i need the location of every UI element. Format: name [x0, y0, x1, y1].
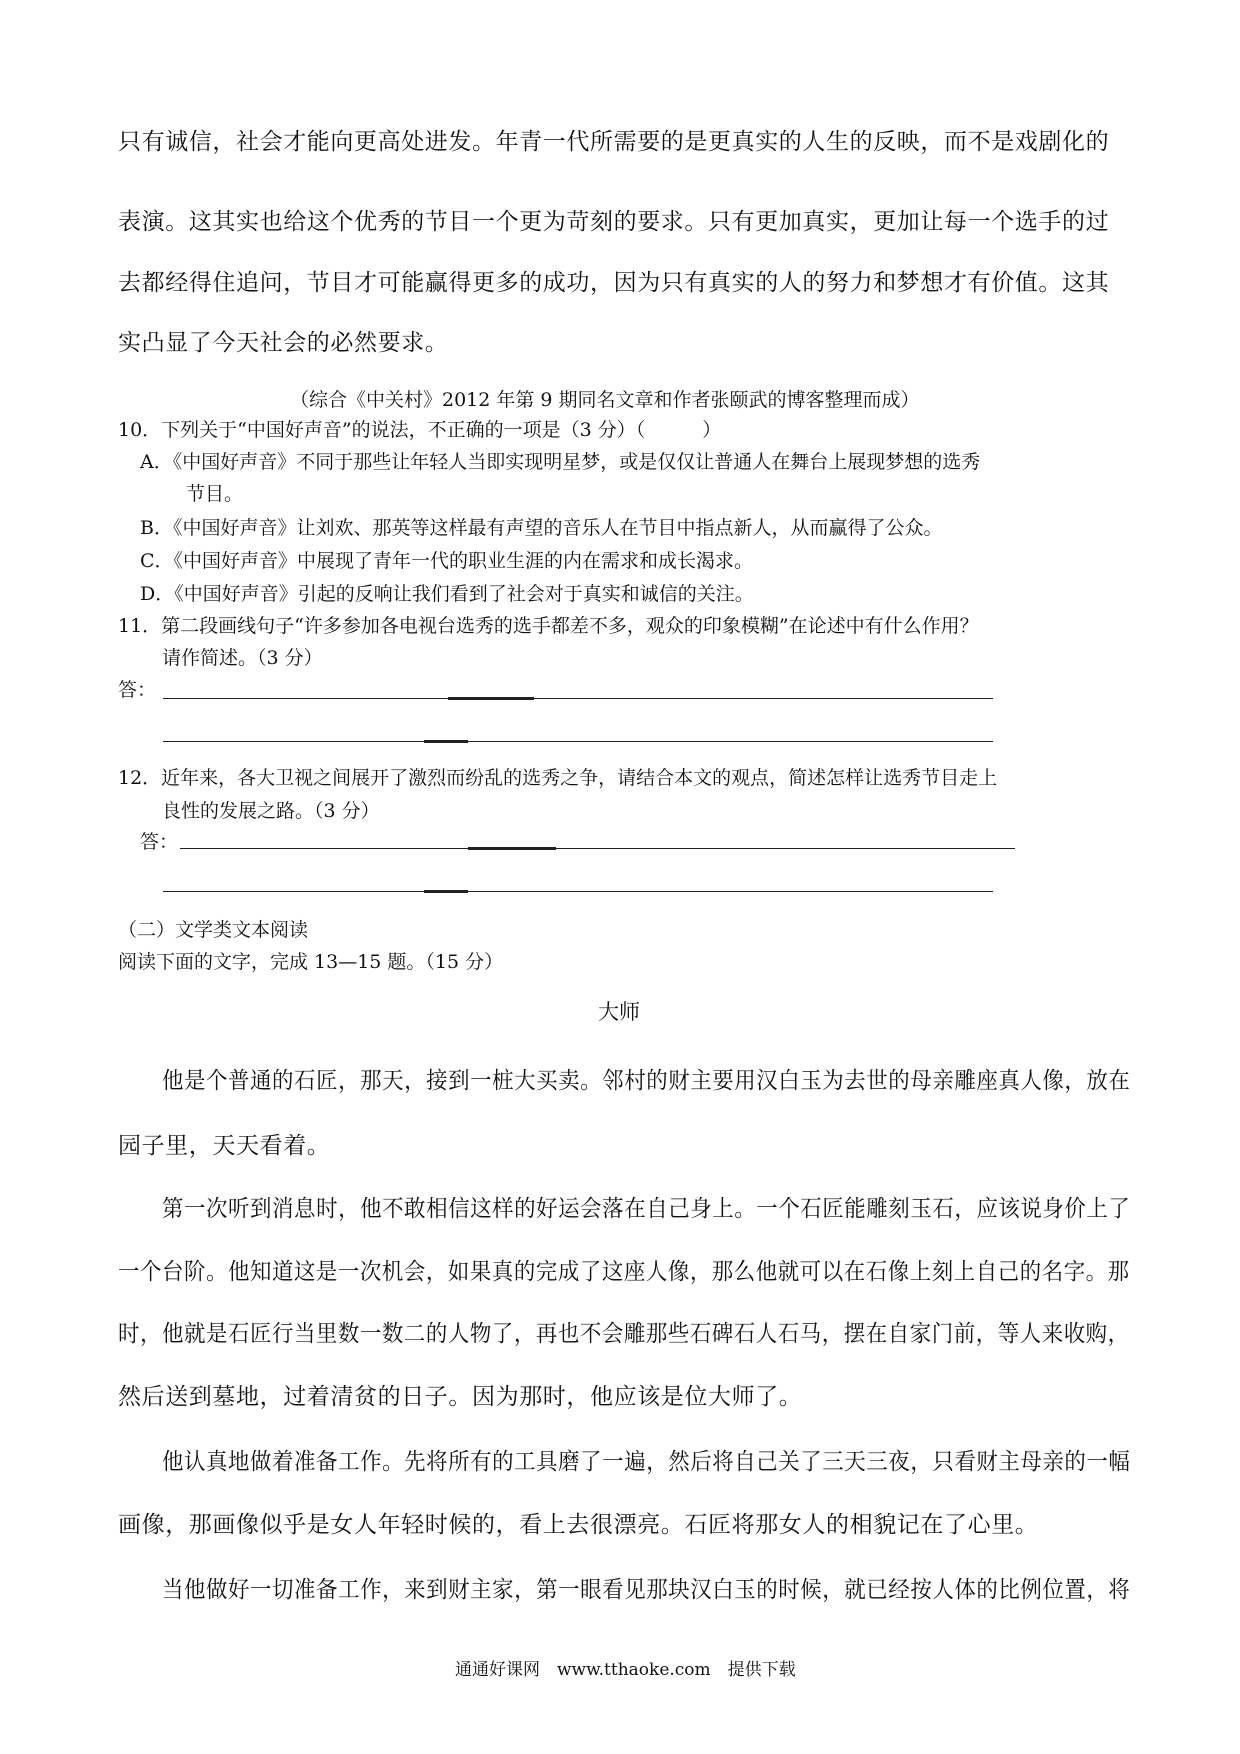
q10-option-a-cont: 节目。	[186, 483, 244, 505]
passage1-line-2: 表演。这其实也给这个优秀的节目一个更为苛刻的要求。只有更加真实，更加让每一个选手的过	[118, 209, 1110, 235]
story-line-4: 一个台阶。他知道这是一次机会，如果真的完成了这座人像，那么他就可以在石像上刻上自己的名字。那	[118, 1259, 1130, 1285]
q10-option-a: A．《中国好声音》不同于那些让年轻人当即实现明星梦，或是仅仅让普通人在舞台上展现梦想的选秀	[140, 451, 981, 473]
passage1-source: （综合《中关村》2012 年第 9 期同名文章和作者张颐武的博客整理而成）	[290, 389, 920, 411]
story-line-1: 他是个普通的石匠，那天，接到一桩大买卖。邻村的财主要用汉白玉为去世的母亲雕座真人像，放在	[162, 1068, 1131, 1094]
q11-stem-cont: 请作简述。（3 分）	[162, 647, 323, 669]
q11-answer-line-2[interactable]	[163, 741, 993, 742]
q11-answer-line-1-mark	[448, 697, 534, 700]
q11-answer-label: 答：	[118, 679, 157, 701]
q10-option-b: B．《中国好声音》让刘欢、那英等这样最有声望的音乐人在节目中指点新人，从而赢得了公众。	[140, 517, 943, 539]
q11-answer-line-2-mark	[424, 740, 468, 743]
q12-answer-line-2[interactable]	[163, 891, 993, 892]
q12-stem: 12．近年来，各大卫视之间展开了激烈而纷乱的选秀之争，请结合本文的观点，简述怎样让选秀节目走上	[118, 767, 998, 789]
story-line-7: 他认真地做着准备工作。先将所有的工具磨了一遍，然后将自己关了三天三夜，只看财主母亲的一幅	[162, 1449, 1131, 1475]
story-title: 大师	[598, 1000, 640, 1024]
story-line-8: 画像，那画像似乎是女人年轻时候的，看上去很漂亮。石匠将那女人的相貌记在了心里。	[118, 1512, 1039, 1538]
story-line-9: 当他做好一切准备工作，来到财主家，第一眼看见那块汉白玉的时候，就已经按人体的比例位置，将	[162, 1577, 1131, 1603]
q12-answer-line-1[interactable]	[180, 848, 1015, 849]
section2-instruction: 阅读下面的文字，完成 13—15 题。（15 分）	[118, 951, 504, 973]
story-line-3: 第一次听到消息时，他不敢相信这样的好运会落在自己身上。一个石匠能雕刻玉石，应该说身价上了	[162, 1196, 1131, 1222]
q12-answer-line-2-mark	[424, 890, 468, 893]
q10-stem: 10．下列关于“中国好声音”的说法，不正确的一项是（3 分）（ ）	[118, 419, 722, 441]
story-line-5: 时，他就是石匠行当里数一数二的人物了，再也不会雕那些石碑石人石马，摆在自家门前，等人来收购，	[118, 1321, 1130, 1347]
story-line-6: 然后送到墓地，过着清贫的日子。因为那时，他应该是位大师了。	[118, 1384, 803, 1410]
passage1-line-1: 只有诚信，社会才能向更高处进发。年青一代所需要的是更真实的人生的反映，而不是戏剧化的	[118, 129, 1110, 155]
passage1-line-3: 去都经得住追问，节目才可能赢得更多的成功，因为只有真实的人的努力和梦想才有价值。这其	[118, 270, 1110, 296]
q11-stem: 11．第二段画线句子“许多参加各电视台选秀的选手都差不多，观众的印象模糊”在论述中有什么作用？	[118, 615, 979, 637]
q10-option-d: D．《中国好声音》引起的反响让我们看到了社会对于真实和诚信的关注。	[140, 583, 754, 605]
q12-stem-cont: 良性的发展之路。（3 分）	[162, 800, 380, 822]
q11-answer-line-1[interactable]	[163, 698, 993, 699]
passage1-line-4: 实凸显了今天社会的必然要求。	[118, 330, 449, 356]
q10-option-c: C．《中国好声音》中展现了青年一代的职业生涯的内在需求和成长渴求。	[140, 550, 754, 572]
story-line-2: 园子里，天天看着。	[118, 1133, 331, 1159]
footer-credit: 通通好课网 www.tthaoke.com 提供下载	[455, 1660, 796, 1680]
q12-answer-line-1-mark	[468, 847, 556, 850]
q12-answer-label: 答：	[140, 831, 179, 853]
section2-heading: （二）文学类文本阅读	[118, 919, 309, 941]
